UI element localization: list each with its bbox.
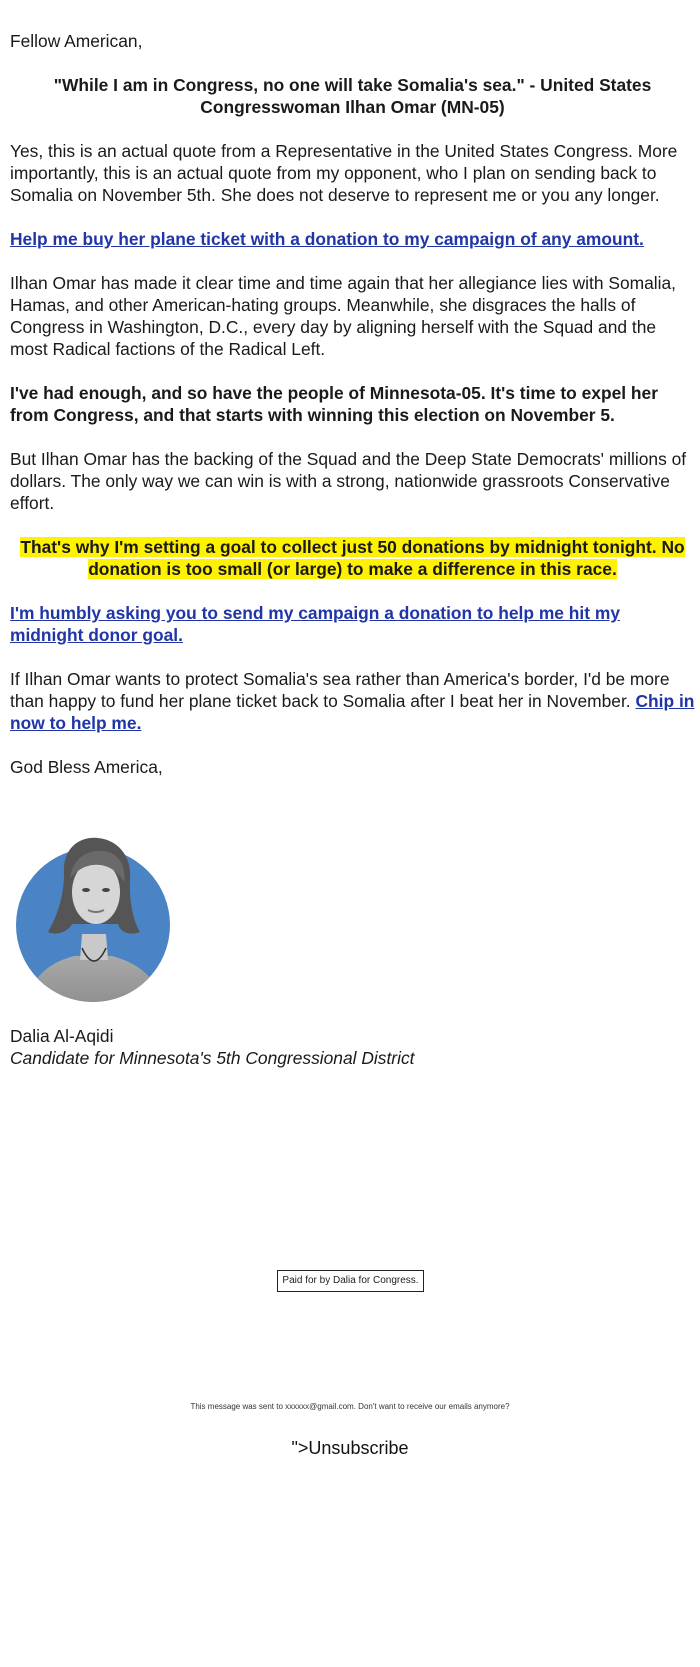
paid-for-disclaimer: Paid for by Dalia for Congress. [277,1270,424,1292]
paragraph-backing: But Ilhan Omar has the backing of the Squad and the Deep State Democrats' millions of dollars. The only way we can win is with a strong, nationwide grassroots Conservative effort. [10,449,687,513]
signature [10,1025,414,1069]
greeting: Fellow American, [10,31,143,51]
chip-in-link[interactable]: Chip in now to help me. [10,691,695,733]
candidate-title: Candidate for Minnesota's 5th Congressional District [10,1048,415,1068]
paragraph-border [10,668,695,734]
closing: God Bless America, [10,757,163,777]
highlighted-goal: That's why I'm setting a goal to collect just 50 donations by midnight tonight. No donation is too small (or large) to make a difference in this race. [20,537,685,579]
paragraph-intro: Yes, this is an actual quote from a Representative in the United States Congress. More importantly, this is an actual quote from my opponent, who I plan on sending back to Somalia on November 5th. She does not deserve to represent me or you any longer. [10,141,678,205]
email-notice: This message was sent to xxxxxx@gmail.com. Don't want to receive our emails anymore? [190,1402,510,1411]
donate-link-plane-ticket[interactable]: Help me buy her plane ticket with a donation to my campaign of any amount. [10,229,644,249]
paragraph-allegiance: Ilhan Omar has made it clear time and time again that her allegiance lies with Somalia, Hamas, and other American-hating groups. Meanwhile, she disgraces the halls of Congress in Washington, D.C., every day by aligning herself with the Squad and the most Radical factions of the Radical Left. [10,273,677,359]
unsubscribe-link[interactable]: ">Unsubscribe [291,1438,409,1458]
quote-heading: "While I am in Congress, no one will take Somalia's sea." - United States Congresswoman Ilhan Omar (MN-05) [53,75,652,117]
donate-link-donor-goal[interactable]: I'm humbly asking you to send my campaign a donation to help me hit my midnight donor goal. [10,603,620,645]
candidate-name: Dalia Al-Aqidi [10,1026,114,1046]
email-body [10,30,695,800]
candidate-photo [12,834,184,1014]
paragraph-enough: I've had enough, and so have the people of Minnesota-05. It's time to expel her from Congress, and that starts with winning this election on November 5. [10,383,658,425]
paragraph-border-text: If Ilhan Omar wants to protect Somalia's sea rather than America's border, I'd be more than happy to fund her plane ticket back to Somalia after I beat her in November. [10,669,670,711]
